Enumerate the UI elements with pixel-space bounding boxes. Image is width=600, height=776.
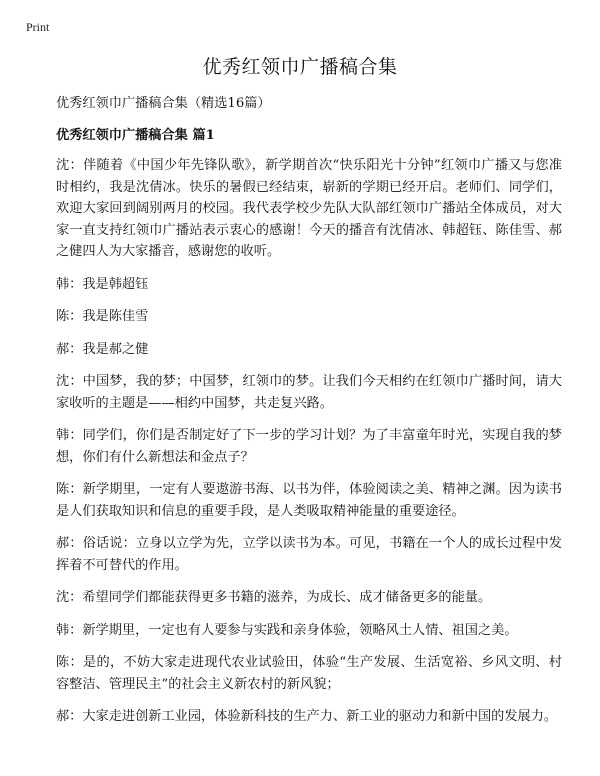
document-subtitle: 优秀红领巾广播稿合集（精选16篇）: [56, 96, 271, 111]
document-body: [56, 93, 562, 739]
paragraph: 沈：伴随着《中国少年先锋队歌》，新学期首次“快乐阳光十分钟”红领巾广播又与您准时相约，我是沈倩冰。快乐的暑假已经结束，崭新的学期已经开启。老师们、同学们，欢迎大家回到阔别两月的校园。我代表学校少先队大队部红领巾广播站全体成员，对大家一直支持红领巾广播站表示衷心的感谢！今天的播音有沈倩冰、韩超钰、陈佳雪、郝之健四人为大家播音，感谢您的收听。: [56, 158, 562, 259]
paragraph: 郝：大家走进创新工业园，体验新科技的生产力、新工业的驱动力和新中国的发展力。: [56, 709, 558, 724]
paragraph: 陈：是的，不妨大家走进现代农业试验田，体验“生产发展、生活宽裕、乡风文明、村容整洁、管理民主”的社会主义新农村的新风貌；: [56, 655, 562, 692]
paragraph: 郝：俗话说：立身以立学为先，立学以读书为本。可见，书籍在一个人的成长过程中发挥着不可替代的作用。: [56, 536, 562, 573]
section-heading: 优秀红领巾广播稿合集 篇1: [56, 127, 215, 143]
paragraph: 韩：新学期里，一定也有人要参与实践和亲身体验，领略风土人情、祖国之美。: [56, 622, 518, 638]
paragraph: 陈：我是陈佳雪: [56, 309, 149, 324]
paragraph: 沈：中国梦，我的梦；中国梦，红领巾的梦。让我们今天相约在红领巾广播时间，请大家收听的主题是——相约中国梦，共走复兴路。: [56, 374, 562, 411]
paragraph: 韩：我是韩超钰: [56, 276, 149, 292]
print-label[interactable]: Print: [26, 20, 50, 34]
paragraph: 陈：新学期里，一定有人要遨游书海、以书为伴，体验阅读之美、精神之渊。因为读书是人们获取知识和信息的重要手段，是人类吸取精神能量的重要途径。: [56, 482, 562, 519]
paragraph: 沈：希望同学们都能获得更多书籍的滋养，为成长、成才储备更多的能量。: [56, 590, 492, 605]
paragraph: 韩：同学们，你们是否制定好了下一步的学习计划？为了丰富童年时光，实现自我的梦想，你们有什么新想法和金点子？: [56, 428, 562, 465]
paragraph: 郝：我是郝之健: [56, 341, 149, 357]
document-title: 优秀红领巾广播稿合集: [202, 56, 398, 78]
